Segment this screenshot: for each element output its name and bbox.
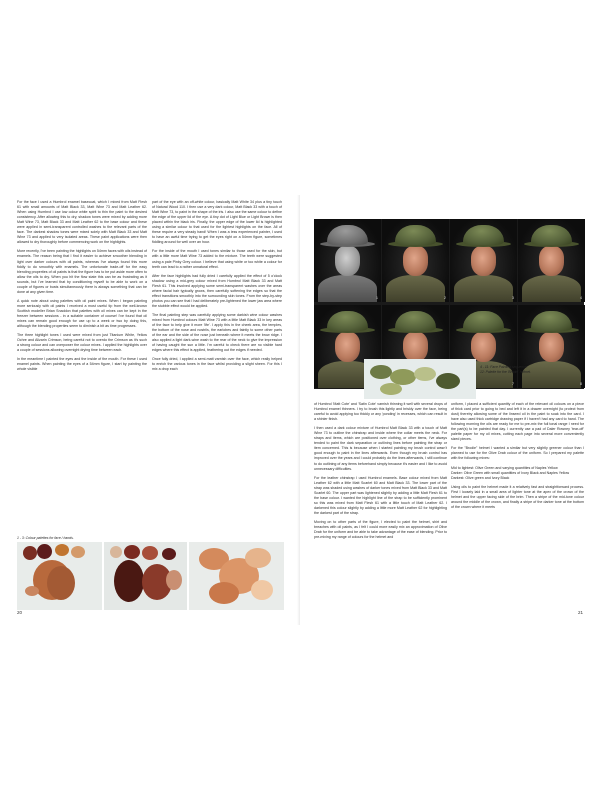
palette-caption: 1 - 3: Colour palettes for face / hands. (17, 536, 74, 540)
right-column-2 (451, 402, 584, 600)
left-column-2 (152, 200, 282, 530)
sequence-photo: 3 (450, 219, 517, 302)
paragraph: For the "Brodie" helmet I wanted a similar but very slightly greener colour than I planned to use for the Olive Drab colour of the uniform. So I prepared my palette with the following mixes: (451, 446, 584, 461)
sequence-photo: 8 (518, 305, 585, 388)
paragraph: Mid to lightest: Olive Green and varying quantities of Naples Yellow (451, 465, 558, 470)
paragraph: More recently, I've been painting the highlights on 54mm faces with oils instead of enamels. The reason being that I find it easier to achieve smoother blending in light over darker colours with oil paints, whereas I've always found this more fiddly to do smoothly with enamels. The unfortunate trade-off for the easy blending properties of oil paints is that the figure has to be put aside more often to allow the oils to dry. When you hit the flow state this can be as frustrating as it sounds, but I've learned that by conditioning myself to be able to work on a couple of figures or busts simultaneously there is always something that can be done at any given time. (17, 249, 147, 294)
sequence-caption: 4 - 11: Face Painting sequence. 12: Palette for the 'Brodie' helmet. (480, 365, 531, 374)
page-number: 21 (578, 610, 584, 615)
paragraph: A quick note about using palettes with oil paint mixes. When I began painting more seriously with oil paints I received a most useful tip from the well-known Scottish modeller Brian Snaddon that palettes with oil mixes can be kept in the freezer between sessions - in a suitable container of course! I've found that oil mixes can remain good enough for use up to a week or two by doing this, although the blending properties seem to diminish a bit as time progresses. (17, 298, 147, 329)
paragraph: The three highlight tones I used were mixed from just Titanium White, Yellow Ochre and Alizarin Crimson, being careful not to overdo the Crimson as it's such a strong colour and can overpower the colour mixes. I applied the highlights over a couple of sessions allowing overnight drying time between each. (17, 333, 147, 353)
left-column-1 (17, 200, 147, 530)
paragraph: of Humbrol 'Matt Cote' and 'Satin Cote' varnish thinning it well with several drops of Humbrol enamel thinners. I try to brush this lightly and briskly over the face, being careful to avoid applying too thickly or any 'ponding' in recesses, which can result in a shinier finish. (314, 402, 447, 422)
paragraph: Using oils to paint the helmet made it a relatively fast and straightforward process. First I loosely laid in a small area of lighter tone at the apex of the crown of the helmet and the upper facing side of the brim. Then a stripe of the mid-tone colour around the middle of the crown, and finally a stripe of the darker tone at the bottom of the crown where it meets (451, 484, 584, 509)
paragraph: I then used a dark colour mixture of Humbrol Matt Black 33 with a touch of Matt Wine 73 to outline the chinstrap and inside where the collar meets the neck. For straps and items, which are positioned over clothing, or other items, I've always tended to paint the dark separation or outlining lines before painting the strap or item concerned. This is because when I started painting my brush control wasn't good enough to paint in the lines afterwards. Even though my brush control has improved over the years and I could probably do the lines afterwards, I still continue to do outlining of any items beforehand simply because it's easier and I like to avoid unnecessary difficulties. (314, 426, 447, 471)
paragraph: uniform, I placed a sufficient quantity of each of the relevant oil colours on a piece of thick card prior to going to bed and left it in a drawer overnight (to protect from dust) thereby allowing some of the linseed oil in the paint to soak into the card. I have also used thick cartridge drawing paper if I haven't had any card to hand. The following morning the oils are ready for me to pre-mix the full tonal range I need for the part(s) to be painted that day. I currently use a pad of Daler Rowney 'tear-off' palette paper for my oil mixes, cutting each page into several more conveniently sized pieces. (451, 402, 584, 442)
helmet-palette-photo (364, 359, 476, 399)
palette-photo-3 (189, 542, 284, 610)
paragraph: In the meantime I painted the eyes and the inside of the mouth. For these I used enamel paints. When painting the eyes of a 54mm figure, I start by painting the whole visible (17, 357, 147, 372)
paragraph: Moving on to other parts of the figure, I elected to paint the helmet, shirt and breaches with oil paints, as I felt I could more easily mix an approximation of Olive Drab for the uniform and be able to take advantage of the ease of blending. Prior to pre-mixing my range of colours for the helmet and (314, 519, 447, 540)
right-page (300, 0, 600, 800)
paragraph: Once fully dried, I applied a semi-matt varnish over the face, which really helped to enrich the various tones in the face whilst providing a slight sheen. For this I mix a drop each (152, 357, 282, 372)
paragraph: Darkest: Olive green and Ivory Black (451, 475, 510, 480)
paragraph: For the leather chinstrap I used Humbrol enamels. Base colour mixed from Matt Leather 62 with a little Matt Scarlet 60 and Matt Black 33. The lower part of the strap was shaded using washes of darker tones mixed from Matt Black 33 and Matt Scarlet 60. The upper part was lightened slightly by adding a little Matt Flesh 61 to the base colour. I wanted the highlight line of the strap to be sufficiently prominent so this was mixed from Matt Flesh 61 with a little touch of Matt Leather 62. I darkened this colour slightly by adding a little more Matt Leather 62 for highlighting the darkest part of the strap. (314, 475, 447, 515)
sequence-photo: 1 (314, 219, 381, 302)
paragraph: For the face I used a Humbrol enamel basecoat, which I mixed from Matt Flesh 61 with small amounts of Matt Black 33, Matt Wine 73 and Matt Leather 62. When using Humbrol I use low odour white spirit to thin the paint to the desired consistency. After allowing this to dry, shadow tones were mixed by adding more Matt Wine 73, Matt Black 33 and Matt Leather 62 to the base colour and these were applied in semi-transparent controlled washes to the relevant parts of the face. The darkest shadow tones were mixed solely with Matt Black 33 and Matt Wine 73 and applied to very isolated areas. These paint applications were then allowed to dry thoroughly before commencing work on the highlights. (17, 200, 147, 245)
paragraph: For the inside of the mouth I used tones similar to those used for the skin, but with a little more Matt Wine 73 added to the mixture. The teeth were suggested using a pale Pinky Grey colour. I believe that using white or too white a colour for teeth can lead to a rather unnatural effect. (152, 249, 282, 269)
paragraph: Darker: Olive Green with small quantities of Ivory Black and Naples Yellow (451, 470, 570, 475)
page-number: 20 (17, 610, 23, 615)
palette-photo-2 (104, 542, 187, 610)
sequence-photo: 2 (382, 219, 449, 302)
right-column-1 (314, 402, 447, 600)
sequence-photo: 7 (450, 305, 517, 388)
paragraph: part of the eye with an off-white colour, basically Matt White 34 plus a tiny touch of Natural Wood 110. I then use a very dark colour, Matt Black 33 with a touch of Matt Wine 73, to paint in the shape of the iris. I also use the same colour to define the edge of the upper lid of the eye. A tiny dot of Light Blue or Light Brown is then placed within the black iris. Finally, the upper edge of the lower lid is highlighted using a similar colour to that used for the lightest highlights on the face. All of these require a very steady hand! When I was a less experienced painter, I used to have an awful time trying to get the eyes right on a 54mm figure, sometimes fiddling around for well over an hour. (152, 200, 282, 245)
paragraph: After the face highlights had fully dried I carefully applied the effect of 5 o'clock shadow using a mid-grey colour mixed from Humbrol Matt Black 33 and Matt Flesh 61. This involved applying some semi-transparent washes over the areas where facial hair typically grows, then carefully softening the edges so that the effect transitions smoothly into the surrounding skin tones. From the step-by-step photos you can see that I had deliberately pre-lightened the lower jaw area where the stubble effect would be applied. (152, 273, 282, 308)
paragraph: The final painting step was carefully applying some darkish wine colour washes mixed from Humbrol colours Matt Wine 73 with a little Matt Black 33 in key areas of the face to help give it more 'life'. I apply this in the cheek area, the temples, the bottom of the nose and nostrils, the earlobes and faintly to some other parts of the ear and the side of the nose just beneath where it meets the brow ridge. I also applied a light dark-wine wash to the rear of the neck to give the impression of having caught the sun a little. I'm careful to check there are no visible hard edges where this effect is applied, feathering out the edges if needed. (152, 312, 282, 353)
palette-photo-1 (17, 542, 102, 610)
sequence-photo: 4 (518, 219, 585, 302)
